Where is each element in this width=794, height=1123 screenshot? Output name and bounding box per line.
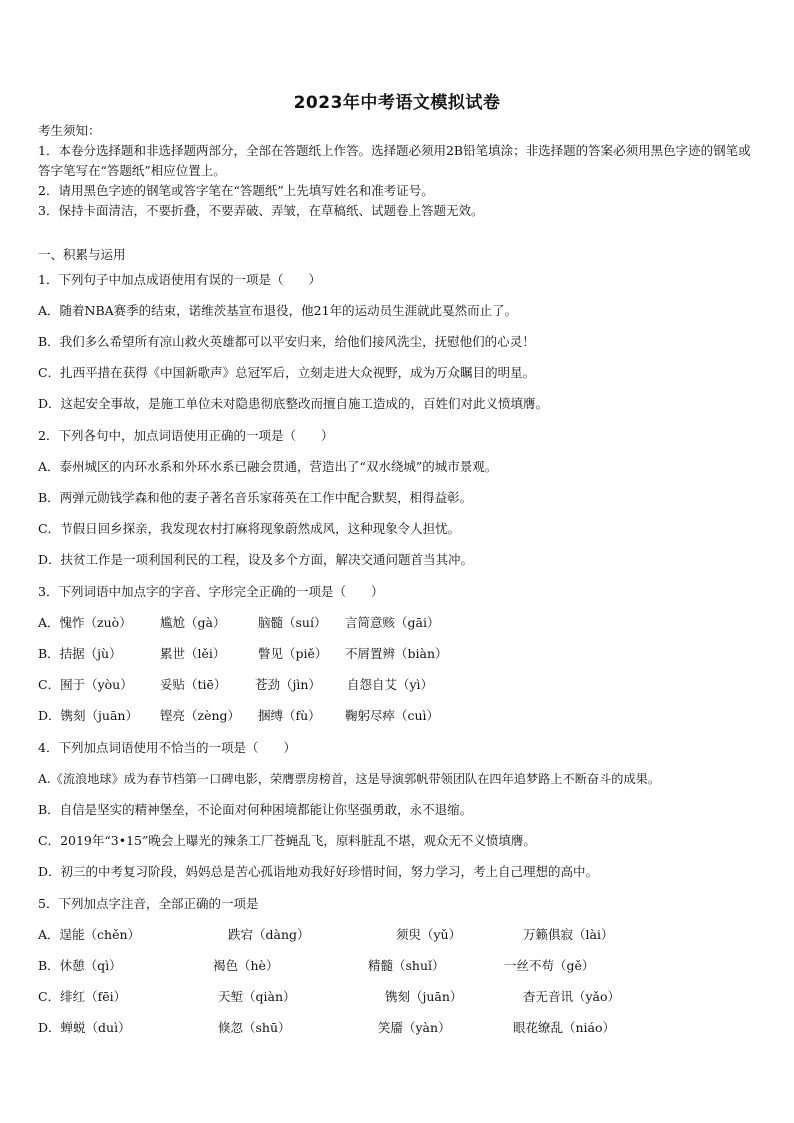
option-term: 须臾（yǔ） [396, 927, 462, 942]
question-option: A．随着NBA赛季的结束，诺维茨基宣布退役，他21年的运动员生涯就此戛然而止了。 [38, 303, 518, 318]
question-option: D．扶贫工作是一项利国利民的工程，设及多个方面，解决交通问题首当其冲。 [38, 552, 474, 567]
section-heading: 一、积累与运用 [38, 247, 126, 262]
question-option: C．扎西平措在获得《中国新歌声》总冠军后，立刻走进大众视野，成为万众瞩目的明星。 [38, 365, 536, 380]
option-term: 褐色（hè） [213, 958, 279, 973]
question-stem: 4．下列加点词语使用不恰当的一项是（ ） [38, 740, 296, 755]
option-term: 捆缚（fù） [258, 708, 321, 723]
option-term: 鞠躬尽瘁（cuì） [345, 708, 440, 723]
option-term: A．逞能（chěn） [38, 927, 141, 942]
option-term: 自怨自艾（yì） [347, 677, 434, 692]
question-option: D．这起安全事故，是施工单位未对隐患彻底整改而擅自施工造成的，百姓们对此义愤填膺。 [38, 396, 549, 411]
option-term: 笑靥（yàn） [378, 1020, 451, 1035]
question-stem: 2．下列各句中，加点词语使用正确的一项是（ ） [38, 428, 334, 443]
option-term: B．休憩（qì） [38, 958, 122, 973]
page-title: 2023年中考语文模拟试卷 [293, 93, 501, 113]
notice-item: 3．保持卡面清洁，不要折叠，不要弄破、弄皱，在草稿纸、试题卷上答题无效。 [38, 203, 484, 218]
option-term: 跌宕（dàng） [228, 927, 310, 942]
option-term: 尴尬（gà） [160, 615, 226, 630]
option-term: 精髓（shuǐ） [368, 958, 445, 973]
option-term: 镌刻（juān） [385, 989, 463, 1004]
option-term: 瞥见（piě） [258, 646, 328, 661]
question-option: B．两弹元勋钱学森和他的妻子著名音乐家蒋英在工作中配合默契，相得益彰。 [38, 490, 473, 505]
option-term: 一丝不苟（gě） [504, 958, 595, 973]
question-option: B．我们多么希望所有凉山救火英雄都可以平安归来，给他们接风洗尘，抚慰他们的心灵！ [38, 334, 535, 349]
question-option: C．2019年“3•15”晚会上曝光的辣条工厂苍蝇乱飞，原料脏乱不堪，观众无不义愤填膺。 [38, 833, 536, 848]
option-term: 倏忽（shū） [218, 1020, 291, 1035]
option-term: D．镌刻（juān） [38, 708, 138, 723]
question-option: A．泰州城区的内环水系和外环水系已融会贯通，营造出了“双水绕城”的城市景观。 [38, 459, 498, 474]
question-option: D．初三的中考复习阶段，妈妈总是苦心孤诣地劝我好好珍惜时间，努力学习，考上自己理想的高中。 [38, 864, 599, 879]
option-term: A．愧怍（zuò） [38, 615, 132, 630]
exam-notice [38, 121, 758, 221]
notice-heading: 考生须知： [38, 123, 101, 138]
question-stem: 3．下列词语中加点字的字音、字形完全正确的一项是（ ） [38, 584, 384, 599]
option-term: 眼花缭乱（niáo） [513, 1020, 616, 1035]
question-stem: 1．下列句子中加点成语使用有误的一项是（ ） [38, 272, 321, 287]
question-option: C．节假日回乡探亲，我发现农村打麻将现象蔚然成风，这种现象令人担忧。 [38, 521, 461, 536]
notice-item: 2．请用黑色字迹的钢笔或答字笔在“答题纸”上先填写姓名和准考证号。 [38, 183, 434, 198]
option-term: C．囿于（yòu） [38, 677, 133, 692]
notice-item: 1．本卷分选择题和非选择题两部分，全部在答题纸上作答。选择题必须用2B铅笔填涂；非选择题的答案必须用黑色字迹的钢笔或答字笔写在“答题纸”相应位置上。 [38, 143, 751, 178]
option-term: 铿亮（zèng） [160, 708, 241, 723]
option-term: 万籁俱寂（lài） [523, 927, 614, 942]
question-option: B．自信是坚实的精神堡垒，不论面对何种困境都能让你坚强勇敢，永不退缩。 [38, 802, 473, 817]
option-term: 脑髓（suí） [258, 615, 327, 630]
question-option: A.《流浪地球》成为春节档第一口碑电影，荣膺票房榜首，这是导演郭帆带领团队在四年追梦路上不断奋斗的成果。 [38, 772, 661, 786]
option-term: 累世（lěi） [160, 646, 226, 661]
option-term: B．拮据（jù） [38, 646, 122, 661]
option-term: 妥贴（tiē） [160, 677, 227, 692]
option-term: 不屑置辨（biàn） [345, 646, 448, 661]
option-term: 天堑（qiàn） [218, 989, 296, 1004]
option-term: D．蝉蜕（duì） [38, 1020, 131, 1035]
option-term: C．绯红（fēi） [38, 989, 127, 1004]
option-term: 杳无音讯（yǎo） [523, 989, 621, 1004]
option-term: 言简意赅（gāi） [345, 615, 440, 630]
question-stem: 5．下列加点字注音，全部正确的一项是 [38, 896, 259, 911]
option-term: 苍劲（jìn） [255, 677, 321, 692]
